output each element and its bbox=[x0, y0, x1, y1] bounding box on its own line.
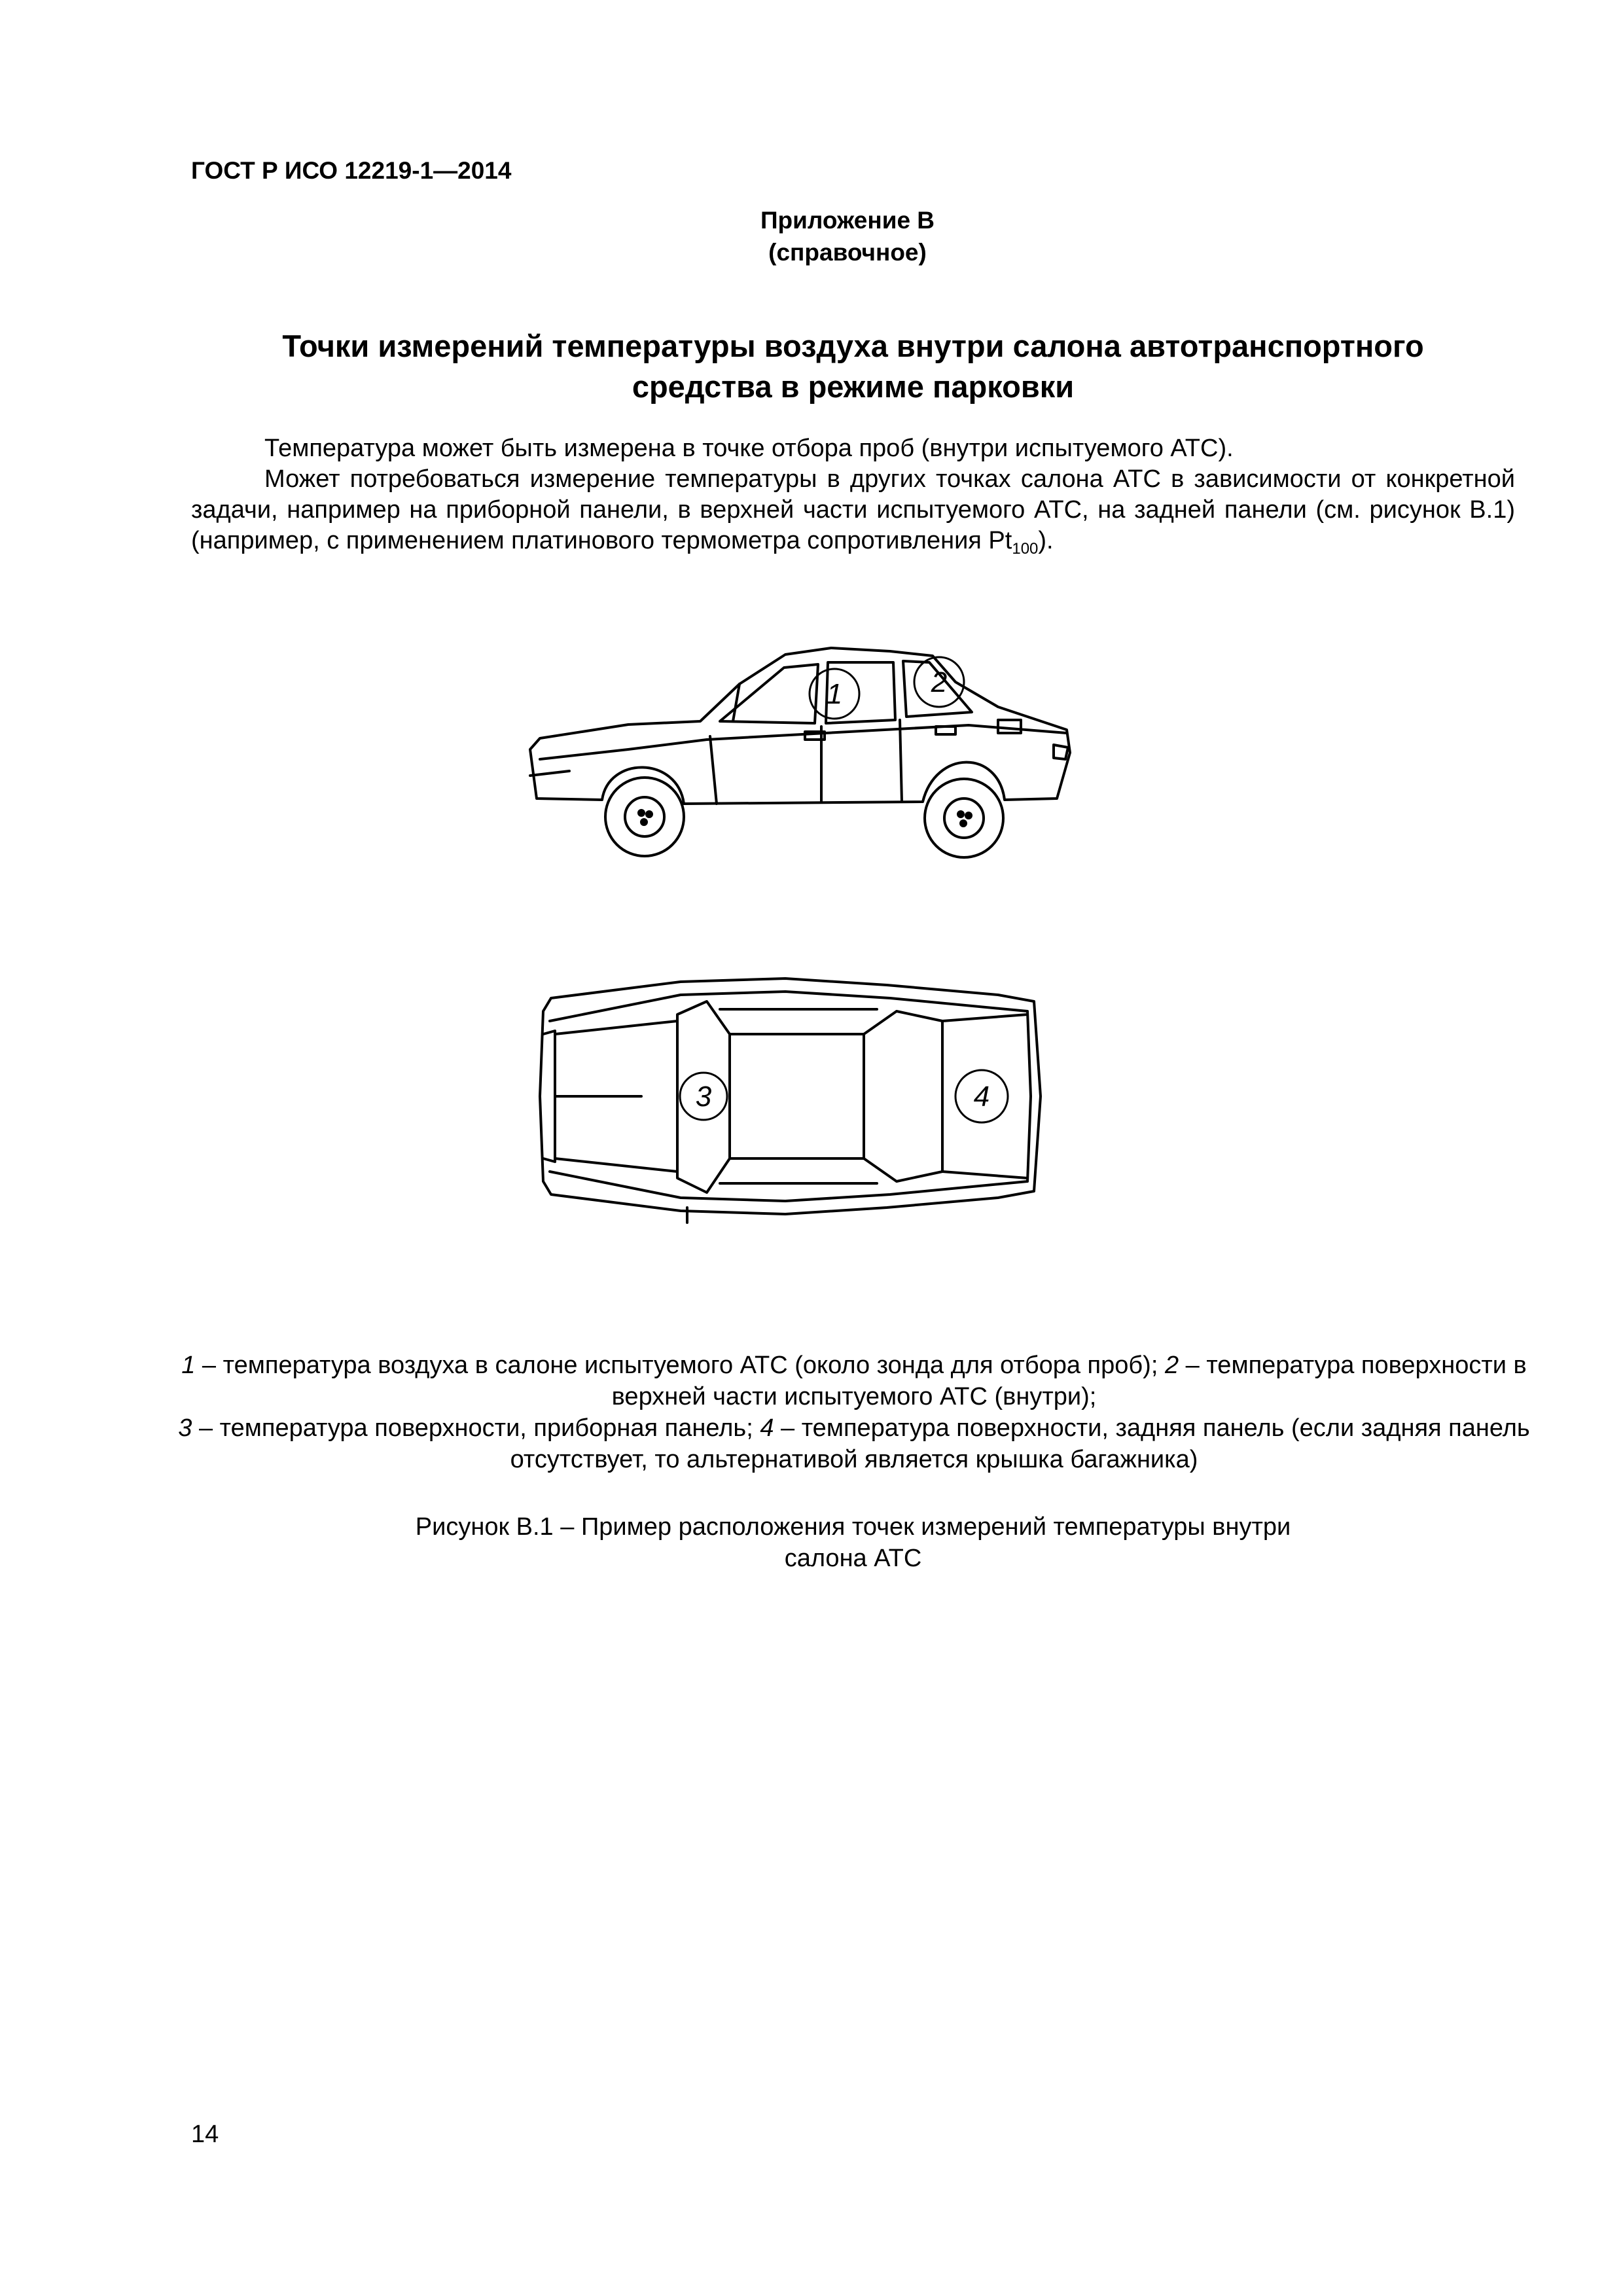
paragraph-2 bbox=[191, 464, 1515, 564]
appendix-type: (справочное) bbox=[768, 239, 927, 266]
appendix-title: Приложение В bbox=[760, 207, 935, 234]
body-text bbox=[191, 433, 1515, 564]
legend-number-4: 4 bbox=[760, 1414, 774, 1442]
side-door-line-rear bbox=[900, 720, 902, 802]
side-rear-hub-bolt bbox=[958, 812, 963, 817]
car-figure bbox=[510, 628, 1198, 1283]
top-rear-window bbox=[864, 1011, 942, 1181]
side-hood-line bbox=[540, 740, 707, 759]
appendix-heading bbox=[0, 204, 1623, 268]
legend-text-2: – температура поверхности в верхней части испытуемого АТС (внутри); bbox=[611, 1352, 1527, 1410]
side-front-bumper bbox=[530, 771, 569, 776]
side-front-wheel bbox=[605, 778, 684, 856]
top-hood-left bbox=[555, 1021, 677, 1034]
top-trunk-right bbox=[942, 1172, 1027, 1178]
caption-line-2: салона АТС bbox=[784, 1545, 922, 1572]
side-door-handle-rear bbox=[936, 726, 955, 734]
side-front-hub-bolt bbox=[641, 819, 647, 825]
top-trunk-left bbox=[942, 1014, 1027, 1021]
side-rear-wheel bbox=[925, 779, 1003, 857]
side-front-hub-bolt bbox=[639, 810, 644, 816]
car-side-view bbox=[530, 648, 1070, 857]
top-roof bbox=[730, 1034, 864, 1158]
marker-4-label: 4 bbox=[973, 1081, 990, 1113]
legend-text-3: – температура поверхности, приборная панель; bbox=[192, 1414, 760, 1442]
legend-text-1: – температура воздуха в салоне испытуемого АТС (около зонда для отбора проб); bbox=[195, 1352, 1165, 1379]
marker-2-label: 2 bbox=[931, 666, 948, 698]
legend-line-1 bbox=[177, 1350, 1531, 1412]
side-rear-hub-bolt bbox=[966, 813, 971, 818]
side-taillight bbox=[1054, 745, 1068, 759]
paragraph-2-text: Может потребоваться измерение температуры в других точках салона АТС в зависимости от конкретной задачи, например на приборной панели, в верхней части испытуемого АТС, на задней панели (см. рисунок В.1) (например, с применением платинового термометра сопротивления Pt bbox=[191, 465, 1515, 554]
legend-text-4: – температура поверхности, задняя панель (если задняя панель отсутствует, то альтернативой является крышка багажника) bbox=[510, 1414, 1530, 1473]
caption-line-1: Рисунок В.1 – Пример расположения точек измерений температуры внутри bbox=[415, 1513, 1291, 1541]
section-title-line-1: Точки измерений температуры воздуха внутри салона автотранспортного bbox=[282, 329, 1424, 363]
side-rear-hub-bolt bbox=[961, 821, 966, 826]
side-fuel-cap bbox=[998, 720, 1021, 733]
car-top-view bbox=[540, 978, 1041, 1223]
page-number: 14 bbox=[191, 2121, 219, 2148]
legend-number-1: 1 bbox=[181, 1352, 196, 1379]
paragraph-1: Температура может быть измерена в точке отбора проб (внутри испытуемого АТС). bbox=[264, 435, 1234, 462]
section-title-line-2: средства в режиме парковки bbox=[632, 369, 1075, 404]
top-front-grille bbox=[543, 1031, 555, 1162]
legend-number-2: 2 bbox=[1164, 1352, 1179, 1379]
side-front-hub-bolt bbox=[647, 812, 652, 817]
legend-number-3: 3 bbox=[178, 1414, 192, 1442]
paragraph-2-subscript: 100 bbox=[1012, 540, 1039, 558]
document-header: ГОСТ Р ИСО 12219-1—2014 bbox=[191, 157, 512, 184]
side-door-line-front bbox=[710, 736, 717, 804]
paragraph-2-end: ). bbox=[1038, 527, 1054, 554]
side-front-hub bbox=[625, 797, 664, 836]
legend-line-2 bbox=[177, 1412, 1531, 1475]
side-rear-hub bbox=[944, 798, 984, 838]
marker-3-label: 3 bbox=[695, 1081, 712, 1113]
figure-caption bbox=[191, 1511, 1515, 1574]
marker-1-label: 1 bbox=[826, 678, 843, 710]
figure-legend bbox=[177, 1350, 1531, 1475]
section-title bbox=[191, 326, 1515, 407]
top-hood-right bbox=[555, 1158, 677, 1172]
